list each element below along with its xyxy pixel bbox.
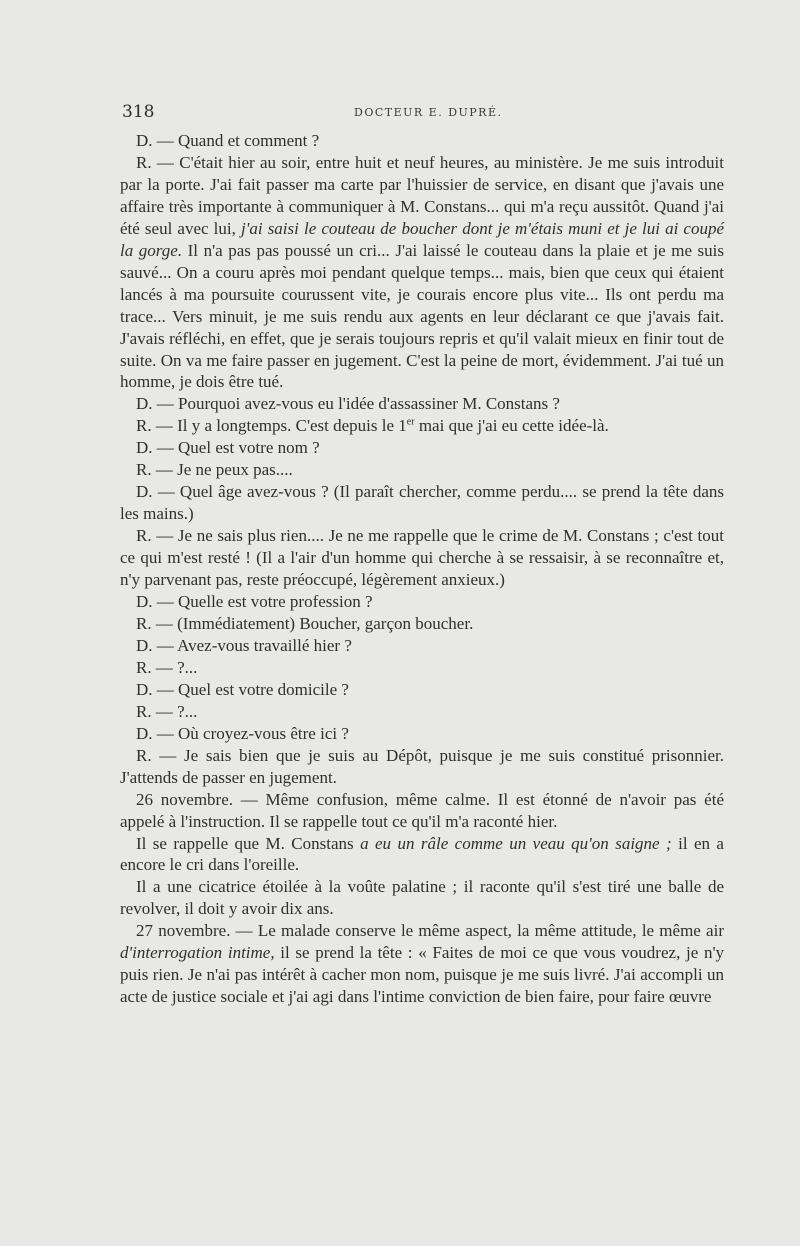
dialogue-line: R. — Je ne sais plus rien.... Je ne me rappelle que le crime de M. Constans ; c'est tout ce qui m'est resté ! (Il a l'air d'un homme qui cherche à se ressaisir, à se reconnaître et, n'y parvenant pas, reste préoccupé, légèrement anxieux.)	[120, 526, 724, 590]
dialogue-line: R. — (Immédiatement) Boucher, garçon boucher.	[136, 613, 474, 633]
dialogue-line: R. — ?...	[136, 701, 198, 721]
dialogue-line: R. — Je ne peux pas....	[136, 460, 293, 480]
dialogue-line: R. — Je sais bien que je suis au Dépôt, puisque je me suis constitué prisonnier. J'attends de passer en jugement.	[120, 745, 724, 787]
italic-quote: j'ai saisi le couteau de boucher dont je m'étais muni et je lui ai coupé la gorge.	[120, 218, 725, 260]
dialogue-line: D. — Où croyez-vous être ici ?	[136, 723, 349, 743]
paragraph: Il se rappelle que M. Constans a eu un râle comme un veau qu'on saigne ; il en a encore le cri dans l'oreille.	[120, 833, 724, 875]
dialogue-line: R. — C'était hier au soir, entre huit et neuf heures, au ministère. Je me suis introduit par la porte. J'ai fait passer ma carte par l'huissier de service, en disant que j'avais une affaire très importante à communiquer à M. Constans... qui m'a reçu aussitôt. Quand j'ai été seul avec lui, j'ai saisi le couteau de boucher dont je m'étais muni et je lui ai coupé la gorge. Il n'a pas pas poussé un cri... J'ai laissé le couteau dans la plaie et je me suis sauvé... On a couru après moi pendant quelque temps... mais, bien que ceux qui étaient lancés à ma poursuite courussent vite, je courais encore plus vite... Ils ont perdu ma trace... Vers minuit, je me suis rendu aux agents en leur déclarant ce que j'avais fait. J'avais réfléchi, en effet, que je serais toujours repris et qu'il valait mieux en finir tout de suite. On va me faire passer en jugement. C'est la peine de mort, évidemment. J'ai tué un homme, je dois être tué.	[120, 152, 725, 392]
dialogue-line: D. — Pourquoi avez-vous eu l'idée d'assassiner M. Constans ?	[136, 394, 560, 414]
dialogue-line: D. — Avez-vous travaillé hier ?	[136, 635, 352, 655]
paragraph: 27 novembre. — Le malade conserve le même aspect, la même attitude, le même air d'interrogation intime, il se prend la tête : « Faites de moi ce que vous voudrez, je n'y puis rien. Je n'ai pas intérêt à cacher mon nom, puisque je me suis livré. J'ai accompli un acte de justice sociale et j'ai agi dans l'intime conviction de bien faire, pour faire œuvre	[120, 921, 725, 1007]
italic-quote: a eu un râle comme un veau qu'on saigne ;	[360, 833, 672, 853]
dialogue-line: D. — Quand et comment ?	[136, 131, 320, 150]
dialogue-line: D. — Quel est votre domicile ?	[136, 679, 349, 699]
paragraph: Il a une cicatrice étoilée à la voûte palatine ; il raconte qu'il s'est tiré une balle de revolver, il doit y avoir dix ans.	[120, 877, 724, 919]
page-number: 318	[122, 102, 155, 122]
dialogue-line: D. — Quelle est votre profession ?	[136, 592, 373, 612]
page-header	[122, 102, 722, 126]
dialogue-line: R. — ?...	[136, 657, 198, 677]
paragraph: 26 novembre. — Même confusion, même calme. Il est étonné de n'avoir pas été appelé à l'instruction. Il se rappelle tout ce qu'il m'a raconté hier.	[120, 789, 724, 831]
dialogue-line: D. — Quel âge avez-vous ? (Il paraît chercher, comme perdu.... se prend la tête dans les mains.)	[120, 482, 724, 524]
body-text	[120, 130, 724, 1008]
running-head: DOCTEUR E. DUPRÉ.	[354, 106, 503, 119]
italic-quote: d'interrogation intime,	[120, 943, 275, 963]
dialogue-line: D. — Quel est votre nom ?	[136, 438, 320, 458]
dialogue-line: R. — Il y a longtemps. C'est depuis le 1er mai que j'ai eu cette idée-là.	[136, 416, 609, 436]
